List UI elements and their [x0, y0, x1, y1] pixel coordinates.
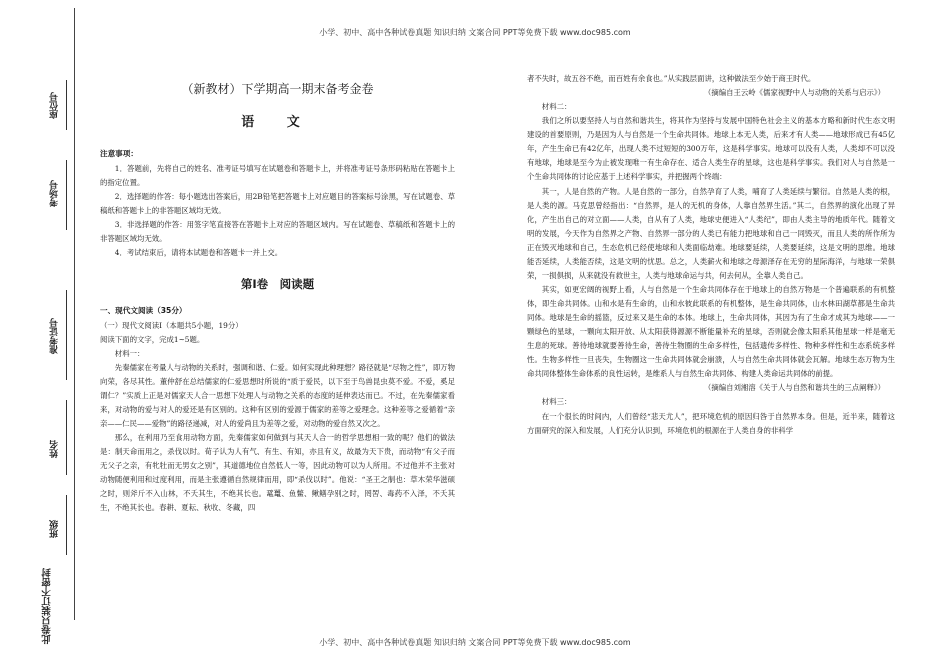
- instruction: 阅读下面的文字，完成1~5题。: [100, 334, 205, 344]
- material-label: 材料一：: [114, 348, 145, 358]
- binding-margin: [0, 0, 80, 672]
- ticket-number-blank[interactable]: [66, 290, 67, 380]
- subsection-heading: （一）现代文阅读Ⅰ（本题共5小题，19分）: [100, 320, 243, 330]
- notice-item: 1．答题前，先将自己的姓名、准考证号填写在试题卷和答题卡上，并将准考证号条形码粘贴在答题卡上的指定位置。: [100, 163, 455, 187]
- watermark-bottom: 小学、初中、高中各种试卷真题 知识归纳 文案合同 PPT等免费下载 www.doc985.com: [319, 638, 631, 647]
- exam-room-blank[interactable]: [66, 160, 67, 230]
- binding-warning: 此卷只装订不密封: [42, 568, 53, 644]
- notice-heading: 注意事项：: [100, 149, 138, 159]
- material-paragraph: 先秦儒家在考量人与动物的关系时，强调和谐、仁爱。如何实现此种理想？路径就是“尽物之性”，即万物向荣，各尽其性。董仲舒在总结儒家的仁爱思想时所说的“质于爱民，以下至于鸟兽昆虫莫不爱。不爱，奚足谓仁？”实质上正是对儒家天人合一思想下处理人与动物之关系的态度的延伸表达而已。不过，在先秦儒家看来，对动物的爱与对人的爱还是有区别的。这种有区别的爱源于儒家的差等之爱理念。这种差等之爱循着“亲亲——仁民——爱物”的路径递减，对人的爱尚且为差等之爱，对动物的爱自然又次之。: [100, 362, 455, 429]
- class-blank[interactable]: [66, 495, 67, 555]
- source-citation: （摘编自刘湘溶《关于人与自然和谐共生的三点阐释》）: [703, 383, 885, 393]
- material-paragraph: 那么，在利用乃至食用动物方面，先秦儒家如何做到与其天人合一的哲学思想相一致的呢？他们的做法是：制天命而用之，杀伐以时。荀子认为人有气、有生、有知，亦且有义，故最为天下贵，而动物“有父子而无父子之亲，有牝牡而无男女之别”，其道德地位自然低人一等，因此动物可以为人所用。不过他并不主张对动物随便利用和过度利用，而是主张遵循自然规律而用，即“杀伐以时”。他说：“圣王之制也：草木荣华滋硕之时，则斧斤不入山林，不夭其生，不绝其长也。鼋鼍、鱼鳖、鳅鳝孕别之时，罔罟、毒药不入泽，不夭其生，不绝其长也。春耕、夏耘、秋收、冬藏，四: [100, 433, 455, 513]
- ticket-number-label: 准考证号: [50, 318, 60, 354]
- material-label: 材料二：: [541, 102, 572, 112]
- material-paragraph: 其一，人是自然的产物。人是自然的一部分，自然孕育了人类，哺育了人类延续与繁衍。自然是人类的根，是人类的源。马克思曾经指出：“自然界，是人的无机的身体，人靠自然界生活。”其二，自然界的演化出现了异化，产生出自己的对立面——人类，自从有了人类，地球史便进入“人类纪”，即由人类主导的地质年代。随着文明的发展，今天作为自然界之产物、自然界一部分的人类已有能力把地球和自己一同毁灭，而且人类的所作所为正在毁灭地球和自己，生态危机已经使地球和人类面临劫难。地球要延续，人类要延续，这是文明的思维。地球能否延续，人类能否续，这是文明的忧思。总之，人类薪火和地球之母源泽存在无穷的星际海洋，与地球一荣俱荣，一损俱损，从来就没有救世主，人类与地球命运与共，何去何从，全靠人类自己。: [527, 186, 895, 280]
- binding-line: [74, 8, 75, 620]
- right-column: [527, 72, 895, 438]
- exam-room-label: 考场号: [50, 180, 60, 207]
- exam-title: （新教材）下学期高一期末备考金卷: [181, 82, 374, 96]
- notice-item: 2．选择题的作答：每小题选出答案后，用2B铅笔把答题卡上对应题目的答案标号涂黑，写在试题卷、草稿纸和答题卡上的非答题区域均无效。: [100, 192, 455, 216]
- material-paragraph: 其实，如更宏阔的视野上看，人与自然是一个生命共同体存在于地球上的自然万物是一个普遍联系的有机整体，即生命共同体。山和水是有生命的，山和水彼此联系的有机整体，是生命共同体，山水林田湖草都是生命共同体。地球是生命的摇篮，反过来又是生命的本体。地球上，生命共同体，其因为有了生命才成其为地球——一颗绿色的星球，一颗向太阳开放、从太阳获得源源不断能量补充的星球，否则就会像太阳系其他星球一样是毫无生息的死球。善待地球就要善待生命，善待生物圈的生命多样性，包括遗传多样性、物种多样性和生态系统多样性。生物多样性一旦丧失，生物圈这一生命共同体就会崩溃，人与自然生命共同体就会瓦解。地球生态万物为生命共同体整体生命体系的良性运转，是维系人与自然生命共同体、构建人类命运共同体的前提。: [527, 284, 895, 379]
- notice-item: 4．考试结束后，请将本试题卷和答题卡一并上交。: [114, 248, 283, 258]
- section-heading: 一、现代文阅读（35分）: [100, 306, 187, 316]
- subject-title: 语 文: [241, 114, 314, 130]
- seat-number-label: 座位号: [50, 92, 60, 119]
- class-label: 班级: [50, 520, 60, 538]
- material-paragraph: 在一个很长的时间内，人们曾经“悲天尤人”，把环境危机的原因归咎于自然界本身。但是，近半来，随着这方面研究的深入和发展，人们充分认识到，环境危机的根源在于人类自身的非科学: [527, 411, 895, 435]
- left-column: [100, 78, 455, 515]
- seat-number-blank[interactable]: [66, 80, 67, 130]
- name-blank[interactable]: [66, 400, 67, 475]
- part-title: 第Ⅰ卷 阅读题: [240, 277, 315, 292]
- notice-item: 3．非选择题的作答：用签字笔直接答在答题卡上对应的答题区域内。写在试题卷、草稿纸和答题卡上的非答题区域均无效。: [100, 220, 455, 244]
- continued-paragraph: 者不失时，故五谷不绝，而百姓有余食也。”从实践层面讲，这种做法至少始于商王时代。: [527, 74, 816, 83]
- watermark-top: 小学、初中、高中各种试卷真题 知识归纳 文案合同 PPT等免费下载 www.doc985.com: [319, 28, 631, 37]
- source-citation: （摘编自王云岭《儒家视野中人与动物的关系与启示》）: [703, 88, 885, 98]
- material-paragraph: 我们之所以要坚持人与自然和谐共生，将其作为坚持与发展中国特色社会主义的基本方略和新时代生态文明建设的首要原则，乃是因为人与自然是一个生命共同体。地球上本无人类，后来才有人类——地球形成已有45亿年，产生生命已有42亿年，出现人类不过短短的300万年，这是科学事实。地球可以没有人类，人类却不可以没有地球，地球是至今为止被发现唯一有生命存在、适合人类生存的星球，这也是科学事实。我们对人与自然是一个生命共同体的讨论应基于上述科学事实，并把握两个终端：: [527, 116, 895, 182]
- material-label: 材料三：: [541, 397, 572, 407]
- name-label: 姓名: [50, 440, 60, 458]
